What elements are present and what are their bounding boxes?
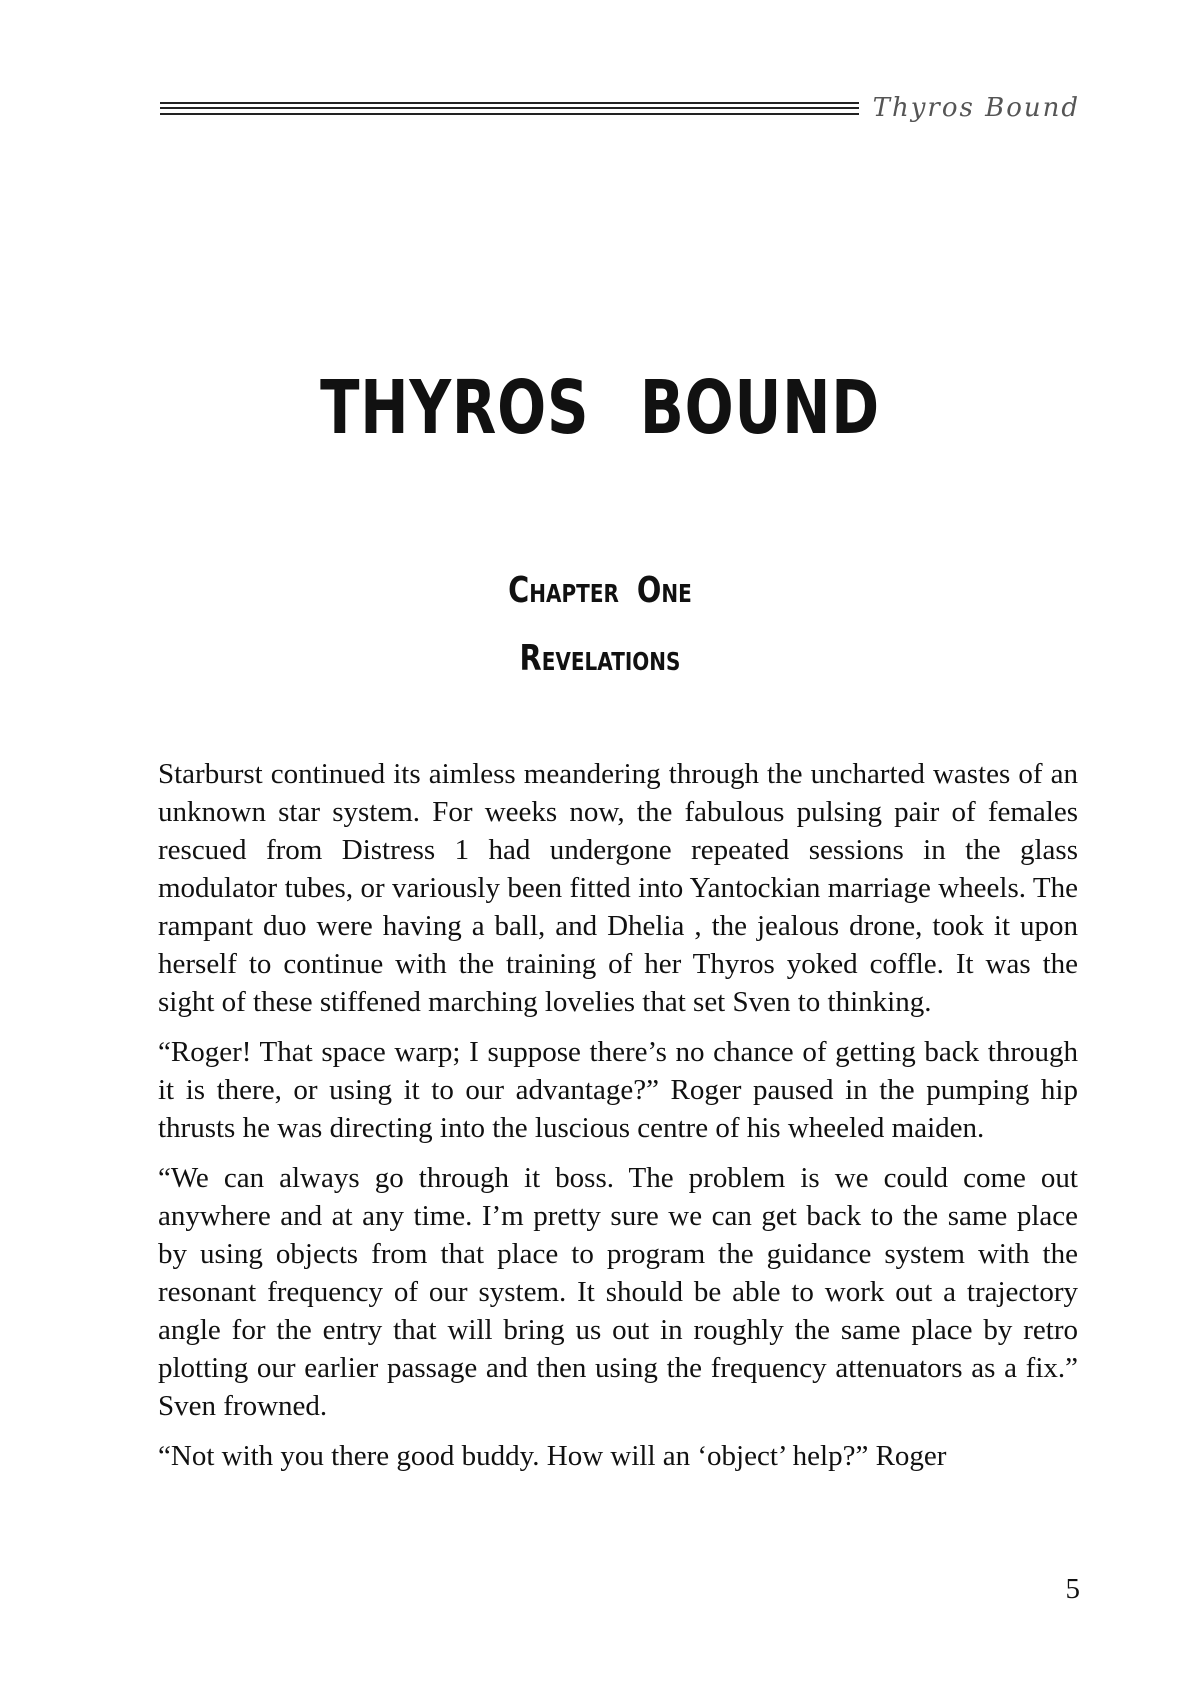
paragraph: “We can always go through it boss. The problem is we could come out anywhere and at any time. I’m pretty sure we can get back to the same place by using objects from that place to program the guidance system with the resonant frequency of our system. It should be able to work out a trajectory angle for the entry that will bring us out in roughly the same place by retro plotting our earlier passage and then using the frequency attenuators as a fix.” Sven frowned. <box>158 1162 1078 1422</box>
chapter-name: Revelations <box>519 638 681 679</box>
chapter-body <box>158 755 1078 1487</box>
book-title: THYROS BOUND <box>320 365 880 451</box>
page-number: 5 <box>1065 1573 1080 1605</box>
running-header <box>160 88 1080 128</box>
paragraph: Starburst continued its aimless meandering through the uncharted wastes of an unknown star system. For weeks now, the fabulous pulsing pair of females rescued from Distress 1 had undergone repeated sessions in the glass modulator tubes, or variously been fitted into Yantockian marriage wheels. The rampant duo were having a ball, and Dhelia , the jealous drone, took it upon herself to continue with the training of her Thyros yoked coffle. It was the sight of these stiffened marching lovelies that set Sven to thinking. <box>158 758 1078 1018</box>
chapter-number: Chapter One <box>508 570 692 611</box>
paragraph: “Roger! That space warp; I suppose there’s no chance of getting back through it is there, or using it to our advantage?” Roger paused in the pumping hip thrusts he was directing into the luscious centre of his wheeled maiden. <box>158 1036 1078 1144</box>
paragraph: “Not with you there good buddy. How will an ‘object’ help?” Roger <box>158 1440 947 1472</box>
header-rule-decoration <box>160 102 859 115</box>
running-header-title: Thyros Bound <box>872 93 1080 123</box>
